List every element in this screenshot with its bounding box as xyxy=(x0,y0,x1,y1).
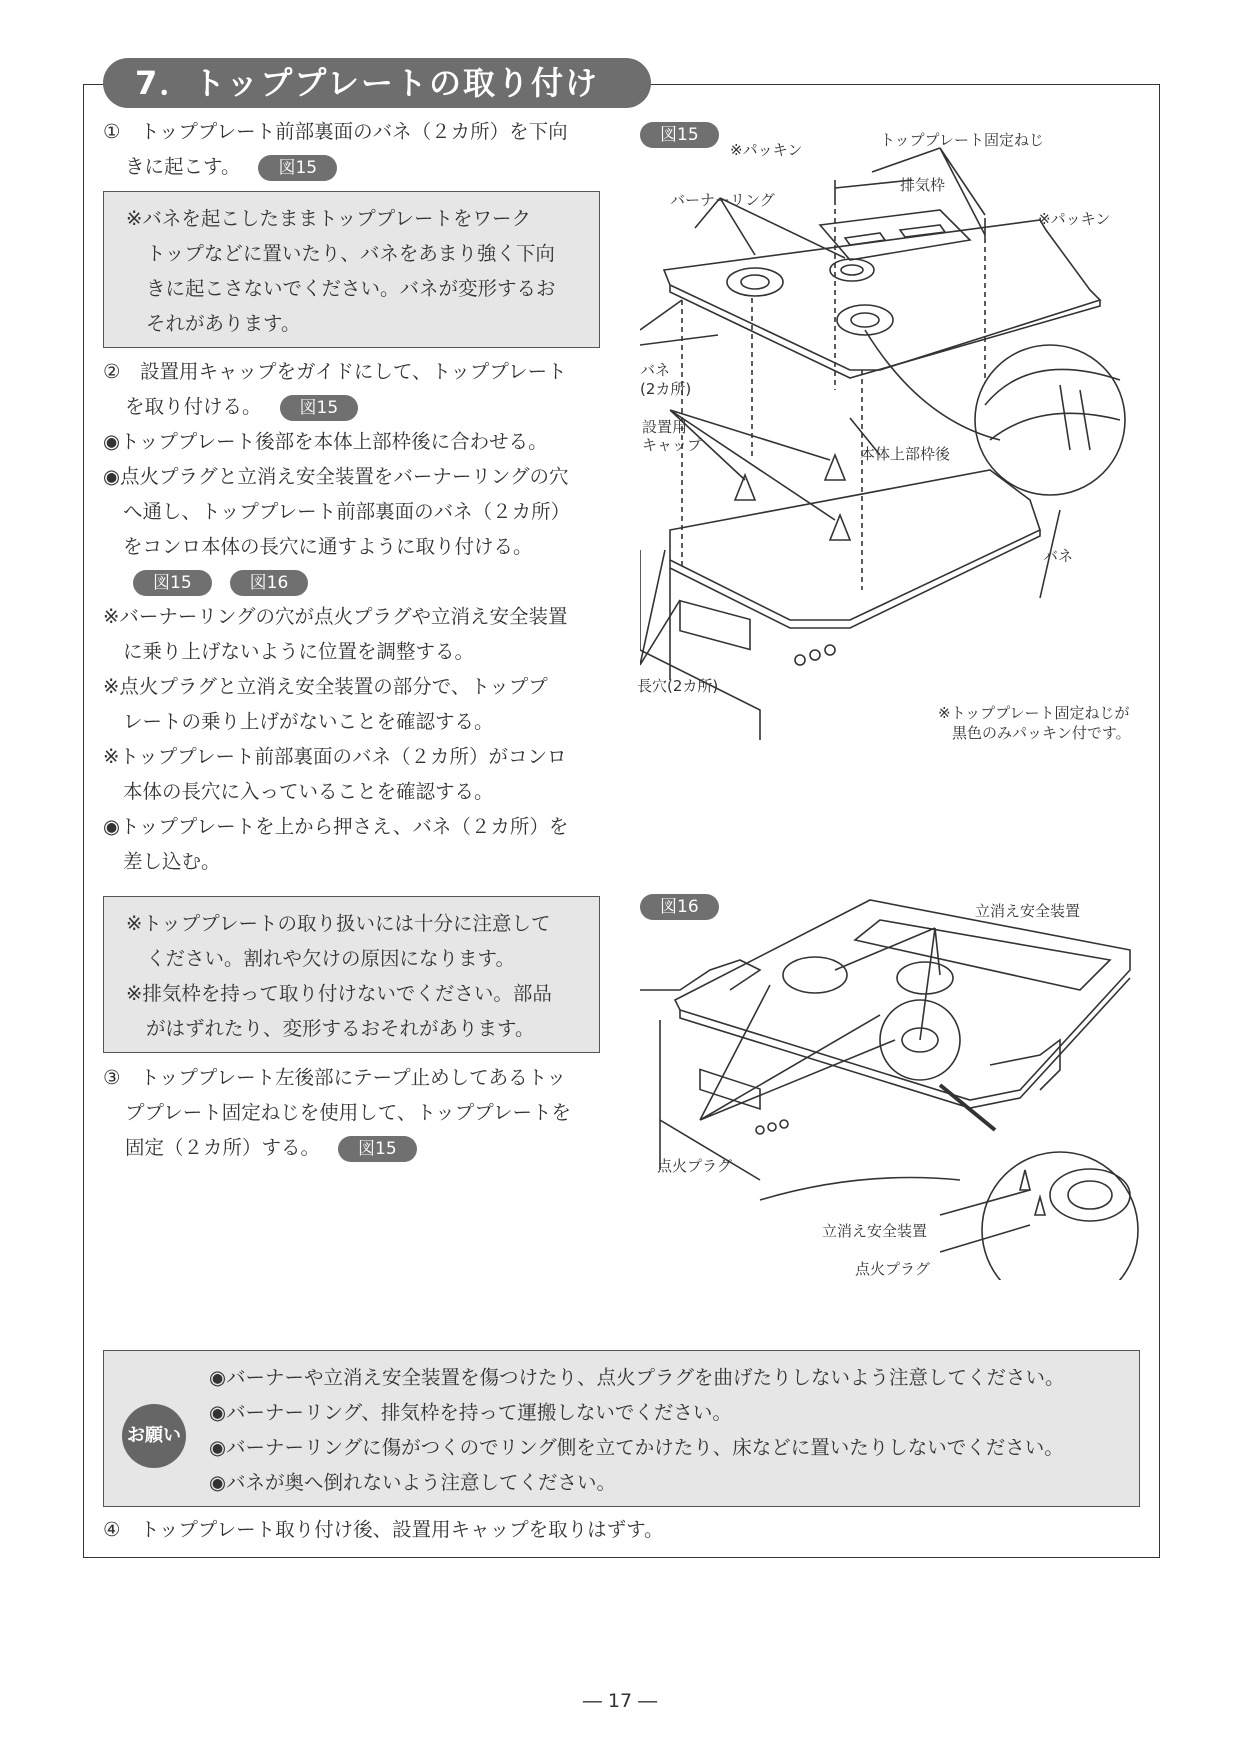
request-item: ◉バーナーリングに傷がつくのでリング側を立てかけたり、床などに置いたりしないでください。 xyxy=(209,1436,1064,1459)
request-badge: お願い xyxy=(122,1404,186,1468)
fig15-badge: 図15 xyxy=(640,122,719,148)
step1-line1: ① トッププレート前部裏面のバネ（２カ所）を下向 xyxy=(103,120,568,143)
fig15-label-cap-2: キャップ xyxy=(642,436,703,454)
fig16-label-plug: 点火プラグ xyxy=(657,1157,733,1175)
step4-text: ④ トッププレート取り付け後、設置用キャップを取りはずす。 xyxy=(103,1518,664,1541)
fig15-label-spring: バネ xyxy=(640,361,671,379)
fig15-label-packing-left: ※パッキン xyxy=(730,141,803,159)
caution-note-handling: ※トッププレートの取り扱いには十分に注意して ください。割れや欠けの原因になります。 ※排気枠を持って取り付けないでください。部品 がはずれたり、変形するおそれがあります。 xyxy=(103,896,600,1053)
fig16-badge: 図16 xyxy=(640,894,719,920)
fig15-label-cap: 設置用 xyxy=(642,418,688,436)
step1-text xyxy=(103,114,568,184)
fig15-footnote-2: 黒色のみパッキン付です。 xyxy=(952,724,1131,742)
fig15-label-exhaust: 排気枠 xyxy=(900,176,946,194)
fig16-detail-label-plug: 点火プラグ xyxy=(855,1260,931,1278)
fig15-footnote-1: ※トッププレート固定ねじが xyxy=(938,704,1130,722)
request-item: ◉バーナーリング、排気枠を持って運搬しないでください。 xyxy=(209,1401,732,1424)
fig15-label-packing-right: ※パッキン xyxy=(1038,210,1111,228)
fig15-label-frame-rear: 本体上部枠後 xyxy=(860,445,951,463)
fig16-detail-label-safety: 立消え安全装置 xyxy=(822,1222,928,1240)
fig15-label-burner-ring: バーナーリング xyxy=(670,191,775,209)
fig15-label-spring-detail: バネ xyxy=(1043,547,1074,565)
step3-text: ③ トッププレート左後部にテープ止めしてあるトッ ププレート固定ねじを使用して、トッププレートを 固定（２カ所）する。 図15 xyxy=(103,1060,613,1165)
step1-line2: きに起こす。 xyxy=(125,155,241,178)
section-title: 7．トッププレートの取り付け xyxy=(103,58,651,108)
request-box xyxy=(103,1350,1140,1507)
fig15-ref-badge: 図15 xyxy=(280,395,359,421)
fig15-label-slot: 長穴(2カ所) xyxy=(637,677,719,695)
fig15-ref-badge: 図15 xyxy=(258,155,337,181)
request-item: ◉バネが奥へ倒れないよう注意してください。 xyxy=(209,1471,617,1494)
fig16-label-safety: 立消え安全装置 xyxy=(975,902,1081,920)
fig15-ref-badge: 図15 xyxy=(338,1136,417,1162)
fig15-ref-badge: 図15 xyxy=(133,570,212,596)
caution-note-spring: ※バネを起こしたままトッププレートをワーク トップなどに置いたり、バネをあまり強く下向 きに起こさないでください。バネが変形するお それがあります。 xyxy=(103,191,600,348)
fig16-ref-badge: 図16 xyxy=(230,570,309,596)
page-number: ― 17 ― xyxy=(582,1690,658,1712)
request-item: ◉バーナーや立消え安全装置を傷つけたり、点火プラグを曲げたりしないよう注意してください。 xyxy=(209,1366,1065,1389)
fig15-label-spring-count: (2カ所) xyxy=(640,380,692,398)
fig15-label-screw: トッププレート固定ねじ xyxy=(880,131,1044,149)
step2-text: ② 設置用キャップをガイドにして、トッププレート を取り付ける。 図15 ◉トッププレート後部を本体上部枠後に合わせる。 ◉点火プラグと立消え安全装置をバーナーリングの穴 へ通し、トッププレート前部裏面のバネ（２カ所） をコンロ本体の長穴に通すように取り付ける。 図15 図16 ※バーナーリングの穴が点火プラグや立消え安全装置 に乗り上げないように位置を調整する。 ※点火プラグと立消え安全装置の部分で、トッププ レートの乗り上げがないことを確認する。 ※トッププレート前部裏面のバネ（２カ所）がコンロ 本体の長穴に入っていることを確認する。 ◉トッププレートを上から押さえ、バネ（２カ所）を 差し込む。 xyxy=(103,360,571,873)
